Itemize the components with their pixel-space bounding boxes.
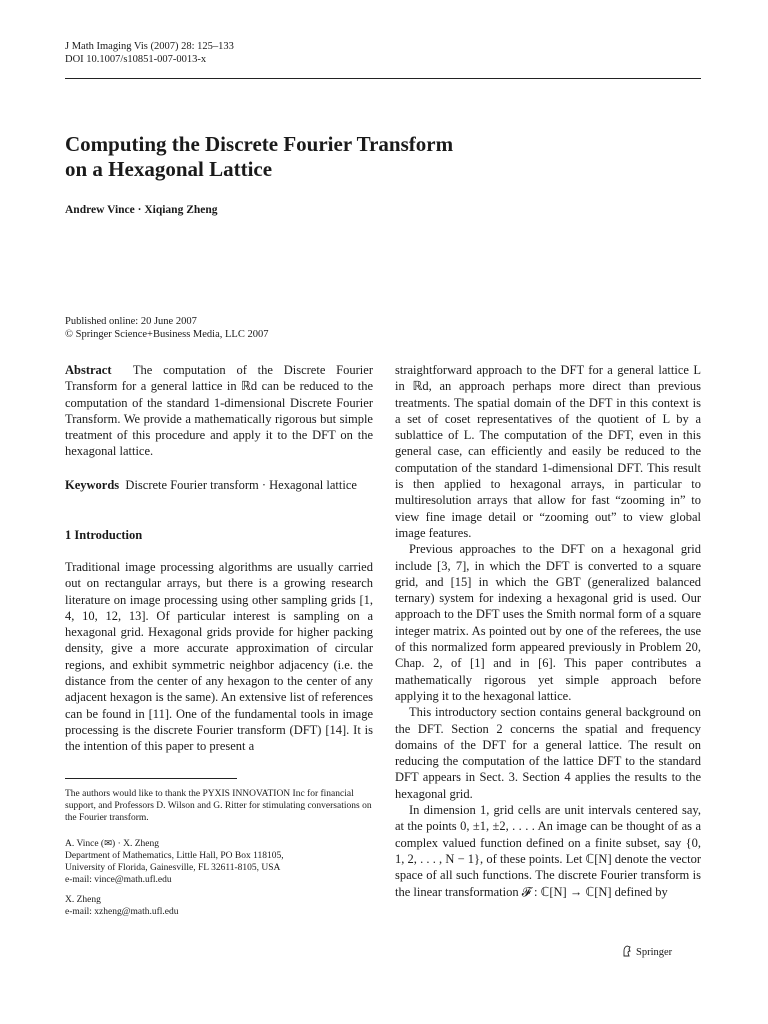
keywords [65, 477, 373, 493]
affiliation-2-name: X. Zheng [65, 895, 101, 905]
journal-citation: J Math Imaging Vis (2007) 28: 125–133 [65, 41, 234, 52]
intro-paragraph-1 [65, 559, 373, 755]
intro-text: Traditional image processing algorithms are usually carried out on rectangular arrays, but there is a growing research literature on image processing using other sampling grids [1, 4, 10, 12, 13]. Of particular interest is sampling on a hexagonal grid. Hexagonal grids provide for higher packing density, give a more accurate approximation of circular regions, and exhibit symmetric neighbor adjacency (i.e. the distance from the center of any hexagon to the center of any adjacent hexagon is the same). An extensive list of references can be found in [11]. One of the fundamental tools in image processing is the discrete Fourier transform (DFT) [14]. It is the intention of this paper to present a [65, 560, 373, 754]
copyright: © Springer Science+Business Media, LLC 2007 [65, 329, 269, 340]
right-paragraph-4: In dimension 1, grid cells are unit intervals centered say, at the points 0, ±1, ±2, . . . . An image can be thought of as a complex valued function defined on a finite subset, say {0, 1, 2, . . . , N − 1}, of these points. Let ℂ[N] denote the vector space of all such functions. The discrete Fourier transform is the linear transformation 𝓕 : ℂ[N] → ℂ[N] defined by [395, 803, 701, 899]
affiliation-1 [65, 838, 375, 886]
abstract-label: Abstract [65, 363, 112, 377]
right-column [395, 362, 701, 900]
title-line-1: Computing the Discrete Fourier Transform [65, 132, 454, 156]
abstract [65, 362, 373, 460]
springer-mark [622, 945, 672, 958]
springer-horse-icon [622, 945, 632, 957]
paper-title [65, 132, 625, 182]
abstract-text: The computation of the Discrete Fourier Transform for a general lattice in ℝd can be reduced to the computation of the standard 1-dimensional Discrete Fourier Transform. We provide a mathematically rigorous but simple treatment of this procedure and apply it to the DFT on the hexagonal lattice. [65, 363, 373, 459]
right-paragraph-1: straightforward approach to the DFT for a general lattice L in ℝd, an approach perhaps more direct than previous treatments. The spatial domain of the DFT in this context is a set of coset representatives of the quotient of L by a sublattice of L. The computation of the DFT, even in this general case, can efficiently and easily be reduced to the computation of the standard 1-dimensional DFT. This result is then applied to hexagonal arrays, in particular to multiresolution arrays that allow for fast “zooming in” to view fine image detail or “zooming out” to view global image features. [395, 363, 701, 540]
doi[interactable]: DOI 10.1007/s10851-007-0013-x [65, 54, 207, 65]
affiliation-univ: University of Florida, Gainesville, FL 32611-8105, USA [65, 863, 281, 873]
published-date: Published online: 20 June 2007 [65, 316, 197, 327]
right-paragraph-3: This introductory section contains general background on the DFT. Section 2 concerns the spatial and frequency domains of the DFT for a general lattice. The result on reducing the computation of the lattice DFT to the standard DFT appears in Sect. 3. Section 4 applies the results to the hexagonal grid. [395, 705, 701, 801]
publication-info [65, 315, 268, 341]
section-heading-introduction: 1 Introduction [65, 528, 143, 542]
affiliation-2-email[interactable]: e-mail: xzheng@math.ufl.edu [65, 907, 179, 917]
right-paragraph-2: Previous approaches to the DFT on a hexagonal grid include [3, 7], in which the DFT is converted to a square grid, and [15] in which the GBT (generalized balanced ternary) system for indexing a hexagonal grid is used. Our approach to the DFT uses the Smith normal form of a square integer matrix. As pointed out by one of the referees, the use of this normalized form appeared previously in Problem 20, Chap. 2, of [1] and in [6]. This paper contributes a mathematically rigorous yet simple approach before applying it to the hexagonal lattice. [395, 542, 701, 703]
affiliation-names: A. Vince (✉) · X. Zheng [65, 839, 160, 849]
springer-label: Springer [636, 947, 673, 958]
affiliation-2 [65, 894, 375, 918]
footnote-rule [65, 778, 237, 779]
affiliation-email[interactable]: e-mail: vince@math.ufl.edu [65, 875, 172, 885]
authors: Andrew Vince · Xiqiang Zheng [65, 204, 218, 216]
title-line-2: on a Hexagonal Lattice [65, 157, 273, 181]
footnote-thanks: The authors would like to thank the PYXIS INNOVATION Inc for financial support, and Professors D. Wilson and G. Ritter for stimulating conversations on the Fourier transform. [65, 789, 372, 823]
keywords-text: Discrete Fourier transform · Hexagonal lattice [125, 478, 357, 492]
keywords-label: Keywords [65, 478, 120, 492]
affiliation-dept: Department of Mathematics, Little Hall, PO Box 118105, [65, 851, 284, 861]
header-rule [65, 78, 701, 79]
journal-header [65, 40, 234, 66]
